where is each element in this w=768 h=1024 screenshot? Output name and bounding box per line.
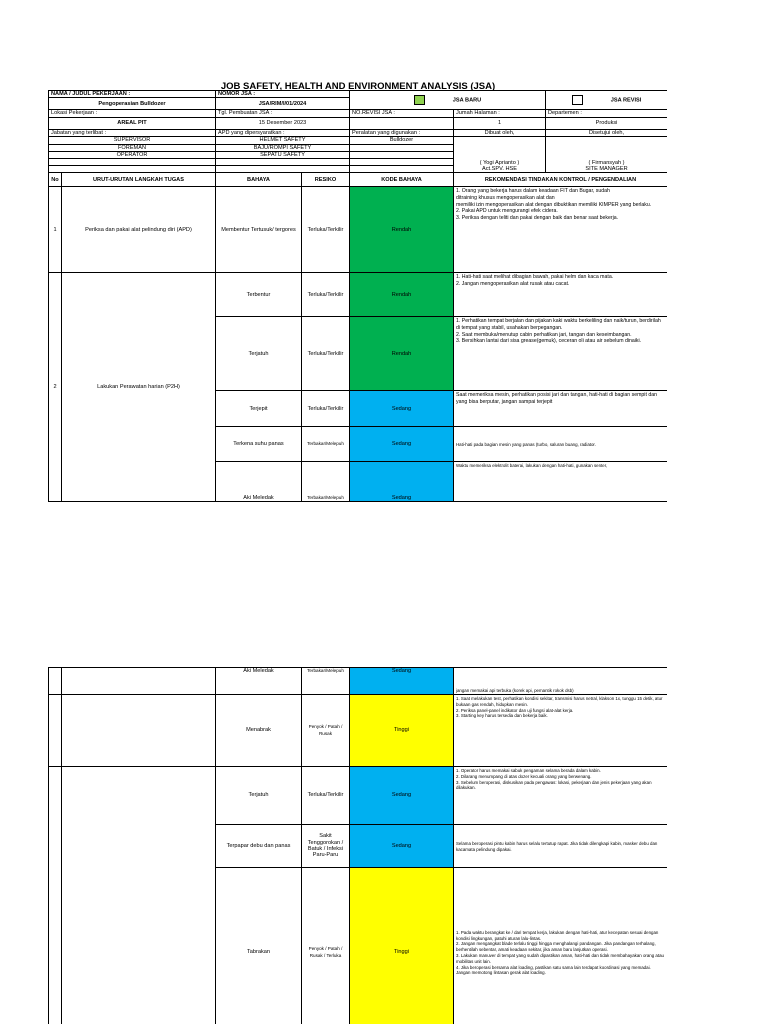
rek-line: 1. Pada waktu berangkat ke / dari tempat kerja, lakukan dengan hati-hati, atur kecepatan sesuai dengan kondisi lingkungan, patuhi aturan lalu-lintas. [456,929,659,941]
row-resiko: Terluka/Terkilir [302,767,350,825]
row-bahaya: Terpapar debu dan panas [216,825,302,868]
row-no: 1 [49,187,62,273]
rek-line: Selama beroperasi pintu kabin harus selalu tertutup rapat. Jika tidak dilengkapi kabin, masker debu dan kacamata pelindung dipakai. [456,840,658,852]
jsa-sheet-top [48,78,667,510]
row-kode: Sedang [350,462,454,502]
row-resiko: Penyok / Patah / Rusak / Terluka [302,868,350,1024]
peralatan-blank [350,152,454,159]
nomor-value: JSA/RIM/I/01/2024 [216,98,350,110]
dibuat-label: Dibuat oleh, [454,129,546,136]
row-bahaya: Aki Meledak [216,668,302,695]
document-title: JOB SAFETY, HEALTH AND ENVIRONMENT ANALYSIS (JSA) [220,80,496,91]
rek-line: 3. Bersihkan lantai dari sisa grease(gemuk), ceceran oli atau air sebelum dinaiki. [456,338,642,345]
blank-cell [216,159,350,166]
rek-line: Saat memeriksa mesin, perhatikan posisi jari dan tangan, hati-hati di bagian sempit dan yang bisa berputar, jangan sampai terjepit [456,392,657,406]
rek-line: 2. Jangan mengoperasikan alat rusak atau cacat. [456,281,570,288]
row-no [49,767,62,1024]
row-kode: Tinggi [350,868,454,1024]
row-bahaya: Terjatuh [216,317,302,391]
rek-line: 2. Jangan mengangkat blade terlalu tinggi hingga menghalangi pandangan. Jika pandangan terhalang, berhentilah sebentar, amati keadaan sekitar, jika aman baru lanjutkan operasi. [456,941,656,953]
row-no: 2 [49,273,62,502]
row-kode: Rendah [350,317,454,391]
nama-value: Pengoperasian Bulldozer [49,98,216,110]
row-resiko: Terluka/Terkilir [302,187,350,273]
row-rekomendasi [454,317,668,391]
row-rekomendasi [454,427,668,462]
rek-line: 3. Lakukan manuver di tempat yang sudah dipastikan aman, hati-hati dan tidak membahayakan orang atau mobilitas unit lain. [456,953,664,964]
row-step [62,668,216,695]
apd-label: APD yang dipersyaratkan : [216,129,350,136]
row-rekomendasi [454,668,668,695]
blank-cell [216,166,350,173]
jsa-baru-checkbox-icon[interactable] [414,95,425,105]
rek-line: 4. Jika beroperasi bersama alat loading, pastikan satu sama lain terdapat koordinasi yang memadai. Jangan memotong lintasan gerak alat loading. [456,964,651,976]
apd-item: BAJU/ROMPI SAFETY [216,144,350,151]
row-resiko: Terluka/Terkilir [302,273,350,317]
blank-cell [49,159,216,166]
row-bahaya: Tabrakan [216,868,302,1024]
peralatan-blank [350,144,454,151]
row-rekomendasi [454,187,668,273]
row-bahaya: Terjatuh [216,767,302,825]
row-step: Lakukan Perawatan harian (P2H) [62,273,216,502]
tgl-value: 15 Desember 2023 [216,117,350,129]
row-resiko: Terluka/Terkilir [302,391,350,427]
disetujui-jabatan: SITE MANAGER [585,166,628,173]
rek-line: 1. Saat melakukan test, perhatikan kondisi sekitar, transmisi harus netral, klakson 1x, tunggu 15 detik, atur bukaan gas rendah, hidupkan mesin. [456,696,663,707]
row-resiko: Terluka/Terkilir [302,317,350,391]
row-resiko: Penyok / Patah / Rusak [302,695,350,767]
row-step [62,767,216,1024]
rek-line: 2. Saat membuka/menutup cabin perhatikan jari, tangan dan keseimbangan. [456,331,632,338]
disetujui-label: Disetujui oleh, [546,129,668,136]
rek-line: ditraining khusus mengoperasikan alat dan [456,195,555,202]
col-kode: KODE BAHAYA [350,173,454,187]
row-kode: Sedang [350,391,454,427]
row-kode: Tinggi [350,695,454,767]
col-resiko: RESIKO [302,173,350,187]
table-row [49,767,668,825]
jabatan-item: FOREMAN [49,144,216,151]
jsa-continuation-table [48,667,667,1024]
jsa-sheet-bottom [48,667,667,1024]
rek-line: Hati-hati pada bagian mesin yang panas (turbo, saluran buang, radiator. [456,442,596,448]
rek-line: 3. Starting key harus tersedia dan bekerja baik. [456,713,548,719]
row-bahaya: Terjepit [216,391,302,427]
jabatan-label: Jabatan yang terlibat : [49,129,216,136]
rek-line: jangan memakai api terbuka (korek api, pemantik rokok dsb) [456,688,574,694]
rek-line: 1. Operator harus memakai sabuk pengaman selama berada dalam kabin. [456,768,601,773]
row-bahaya: Membentur Tertusuk/ tergores [216,187,302,273]
rek-line: 1. Orang yang bekerja harus dalam keadaan FIT dan Bugar, sudah [456,188,610,195]
jsa-header-table [48,78,667,502]
norevisi-value [350,117,454,129]
jsa-baru-cell [350,91,546,110]
table-row [49,273,668,317]
departemen-value: Produksi [546,117,668,129]
row-rekomendasi [454,868,668,1024]
row-kode: Sedang [350,427,454,462]
row-rekomendasi [454,695,668,767]
peralatan-value: Bulldozer [350,137,454,144]
row-bahaya: Terkena suhu panas [216,427,302,462]
row-no [49,668,62,695]
departemen-label: Departemen : [546,110,668,117]
disetujui-nama: ( Firmansyah ) [588,159,625,166]
apd-item: SEPATU SAFETY [216,152,350,159]
jsa-revisi-checkbox-icon[interactable] [572,95,583,105]
blank-cell [350,159,454,166]
jsa-baru-label: JSA BARU [452,97,482,104]
jumlah-label: Jumah Halaman : [454,110,546,117]
rek-line: 2. Pakai APD untuk mengurangi efek cidera. [456,208,558,215]
disetujui-signature [546,137,668,173]
dibuat-jabatan: Act.SPV. HSE [482,166,517,173]
lokasi-label: Lokasi Pekerjaan : [49,110,216,117]
row-resiko: Terbakar/Melepuh [302,427,350,462]
row-resiko: Terbakar/Melepuh [302,668,350,695]
rek-line: memiliki izin mengoperasikan alat dengan dibuktikan memiliki KIMPER yang berlaku. [456,201,652,208]
row-bahaya: Menabrak [216,695,302,767]
peralatan-label: Peralatan yang digunakan : [350,129,454,136]
row-rekomendasi [454,462,668,502]
rek-line: Waktu memeriksa elektrolit baterai, lakukan dengan hati-hati, gunakan senter, [456,463,608,469]
row-step [62,695,216,767]
lokasi-value: AREAL PIT [49,117,216,129]
jsa-revisi-label: JSA REVISI [610,97,642,104]
col-no: No [49,173,62,187]
apd-item: HELMET SAFETY [216,137,350,144]
tgl-label: Tgl. Pembuatan JSA : [216,110,350,117]
rek-line: 3. Periksa dengan teliti dan pakai dengan baik dan benar saat bekerja. [456,214,619,221]
row-kode: Rendah [350,273,454,317]
nomor-label: NOMOR JSA : [216,91,350,98]
rek-line: 2. Dilarang menumpang di atas dozer kecuali orang yang berwenang. [456,773,592,779]
rek-line: 2. Periksa panel-panel indikator dan uji fungsi alat-alat kerja. [456,707,574,713]
row-resiko: Sakit Tenggorokan / Batuk / Infeksi Paru-Paru [302,825,350,868]
row-rekomendasi [454,273,668,317]
col-langkah: URUT-URUTAN LANGKAH TUGAS [62,173,216,187]
row-step: Periksa dan pakai alat pelindung diri (APD) [62,187,216,273]
row-bahaya: Terbentur [216,273,302,317]
row-kode: Sedang [350,767,454,825]
table-row [49,668,668,695]
row-kode: Rendah [350,187,454,273]
dibuat-nama: ( Yogi Aprianto ) [479,159,520,166]
blank-cell [49,166,216,173]
jabatan-item: SUPERVISOR [49,137,216,144]
row-no [49,695,62,767]
row-resiko: Terbakar/Melepuh [302,462,350,502]
blank-cell [350,166,454,173]
col-bahaya: BAHAYA [216,173,302,187]
row-bahaya: Aki Meledak [216,462,302,502]
row-kode: Sedang [350,668,454,695]
col-rekomendasi: REKOMENDASI TINDAKAN KONTROL / PENGENDALIAN [454,173,668,187]
rek-line: 1. Perhatikan tempat berjalan dan pijakan kaki waktu berkeliling dan naik/turun, berdirilah di tempat yang stabil, usahakan berpegangan. [456,318,661,332]
row-rekomendasi [454,767,668,825]
jsa-revisi-cell [546,91,668,110]
row-rekomendasi [454,391,668,427]
table-row [49,187,668,273]
rek-line: 3. Sebelum beroperasi, diskusikan pada pengawas: lokasi, pekerjaan dan jenis pekerjaan yang akan dilakukan. [456,779,652,791]
norevisi-label: NO.REVISI JSA : [350,110,454,117]
nama-label: NAMA / JUDUL PEKERJAAN : [49,91,216,98]
dibuat-signature [454,137,546,173]
row-rekomendasi [454,825,668,868]
row-kode: Sedang [350,825,454,868]
table-row [49,695,668,767]
jumlah-value: 1 [454,117,546,129]
rek-line: 1. Hati-hati saat melihat dibagian bawah, pakai helm dan kaca mata. [456,274,614,281]
jabatan-item: OPERATOR [49,152,216,159]
